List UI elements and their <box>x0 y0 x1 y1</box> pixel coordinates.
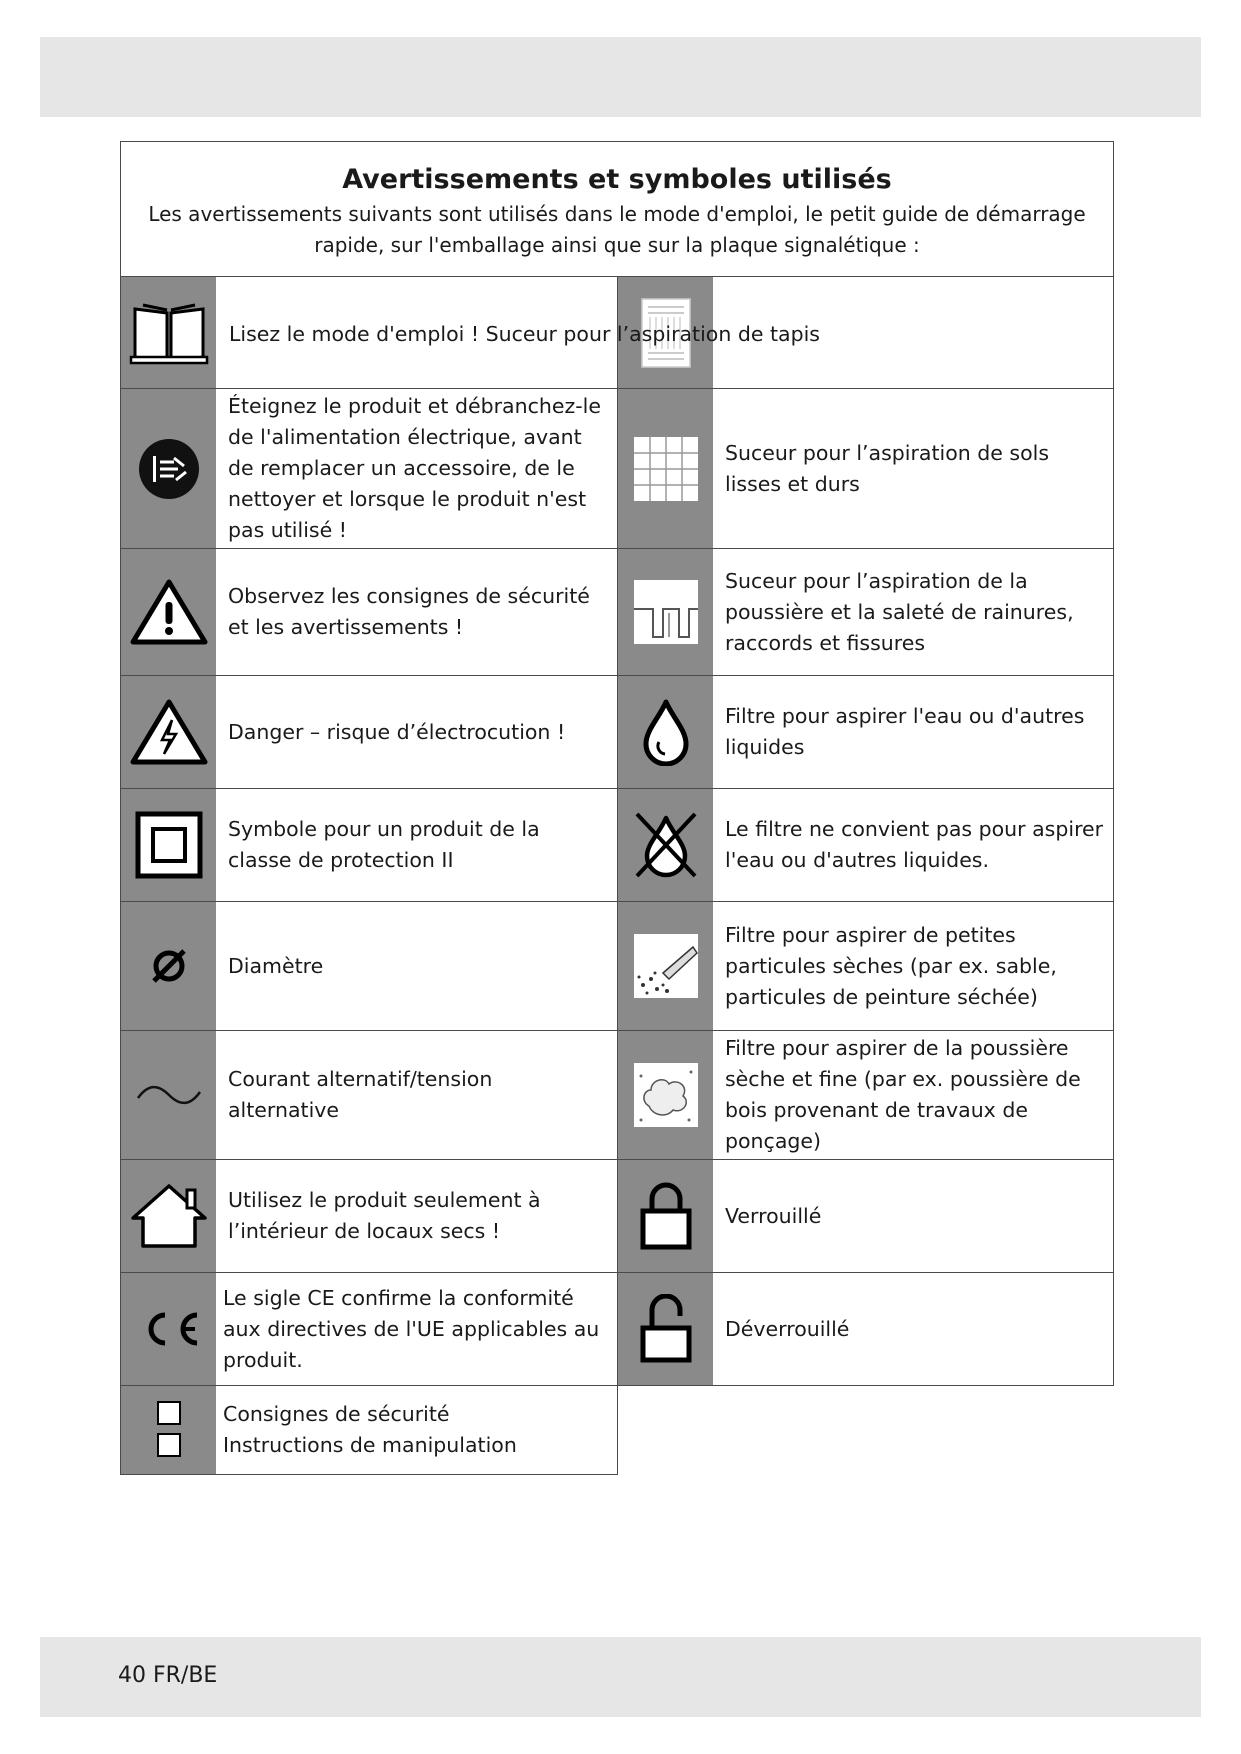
electric-shock-icon <box>121 676 216 788</box>
symbol-row-unlocked <box>617 1272 1114 1386</box>
unlocked-icon <box>618 1273 713 1385</box>
symbol-row-locked <box>617 1159 1114 1273</box>
row-text-unlocked: Déverrouillé <box>725 1316 850 1341</box>
row-text-crevice-nozzle: Suceur pour l’aspiration de la poussière et la saleté de rainures, raccords et fissures <box>725 568 1074 655</box>
row-text-hard-floor-nozzle: Suceur pour l’aspiration de sols lisses et durs <box>725 440 1049 496</box>
symbol-row-indoor-use <box>120 1159 618 1273</box>
diameter-icon <box>121 902 216 1030</box>
symbol-row-no-water-filter <box>617 788 1114 902</box>
water-drop-icon <box>618 676 713 788</box>
top-band <box>40 37 1201 117</box>
dry-particles-icon <box>618 902 713 1030</box>
row-text-protection-class: Symbole pour un produit de la classe de protection II <box>228 817 540 872</box>
protection-class-ii-icon <box>121 789 216 901</box>
unplug-icon <box>121 389 216 548</box>
crevice-nozzle-icon <box>618 549 713 675</box>
symbol-row-protection-class <box>120 788 618 902</box>
checkbox-icons <box>121 1386 216 1474</box>
row-text-indoor-use: Utilisez le produit seulement à l’intérieur de locaux secs ! <box>228 1188 541 1243</box>
row-text-alternating-current: Courant alternatif/tension alternative <box>228 1067 493 1122</box>
ce-mark-icon <box>121 1273 216 1385</box>
fine-dust-icon <box>618 1031 713 1159</box>
row-text-water-filter: Filtre pour aspirer l'eau ou d'autres liquides <box>725 704 1085 759</box>
locked-icon <box>618 1160 713 1272</box>
book-icon <box>121 277 216 388</box>
symbol-row-alternating-current <box>120 1030 618 1160</box>
row-text-ce-mark: Le sigle CE confirme la conformité aux directives de l'UE applicables au produit. <box>223 1285 600 1372</box>
handling-instructions-label: Instructions de manipulation <box>223 1433 517 1457</box>
row-text-locked: Verrouillé <box>725 1203 822 1228</box>
page-title: Avertissements et symboles utilisés <box>342 164 892 195</box>
warning-triangle-icon <box>121 549 216 675</box>
intro-text: Les avertissements suivants sont utilisés dans le mode d'emploi, le petit guide de démarrage rapide, sur l'emballage ainsi que sur la plaque signalétique : <box>148 202 1086 257</box>
symbol-row-safety-warning <box>120 548 618 676</box>
row-text-diameter: Diamètre <box>228 953 324 978</box>
page-number: 40 FR/BE <box>118 1663 218 1688</box>
no-water-icon <box>618 789 713 901</box>
symbol-row-crevice-nozzle <box>617 548 1114 676</box>
row-text-no-water-filter: Le filtre ne convient pas pour aspirer l'eau ou d'autres liquides. <box>725 817 1104 872</box>
row-text-electrocution: Danger – risque d’électrocution ! <box>228 719 566 744</box>
safety-instructions-label: Consignes de sécurité <box>223 1402 450 1426</box>
row-text-fine-dust-filter: Filtre pour aspirer de la poussière sèche et fine (par ex. poussière de bois provenant de travaux de ponçage) <box>725 1036 1081 1153</box>
row-text-safety-warning: Observez les consignes de sécurité et les avertissements ! <box>228 584 590 639</box>
symbols-header <box>120 141 1114 277</box>
alternating-current-icon <box>121 1031 216 1159</box>
row-text-checkboxes <box>223 1386 609 1474</box>
symbol-row-ce-mark <box>120 1272 618 1386</box>
symbol-row-unplug <box>120 388 618 549</box>
symbol-row-diameter <box>120 901 618 1031</box>
symbol-row-fine-dust-filter <box>617 1030 1114 1160</box>
row-text-unplug: Éteignez le produit et débranchez-le de l'alimentation électrique, avant de remplacer un accessoire, de le nettoyer et lorsque le produit n'est pas utilisé ! <box>228 394 601 542</box>
hard-floor-nozzle-icon <box>618 389 713 548</box>
row-text-dry-particles-filter: Filtre pour aspirer de petites particules sèches (par ex. sable, particules de peinture séchée) <box>725 922 1057 1009</box>
symbol-row-checkboxes <box>120 1385 618 1475</box>
symbol-row-dry-particles-filter <box>617 901 1114 1031</box>
row-text-read-manual: Lisez le mode d'emploi ! Suceur pour l’aspiration de tapis <box>229 322 820 346</box>
symbol-row-water-filter <box>617 675 1114 789</box>
indoor-house-icon <box>121 1160 216 1272</box>
symbol-row-electrocution <box>120 675 618 789</box>
symbol-row-hard-floor-nozzle <box>617 388 1114 549</box>
